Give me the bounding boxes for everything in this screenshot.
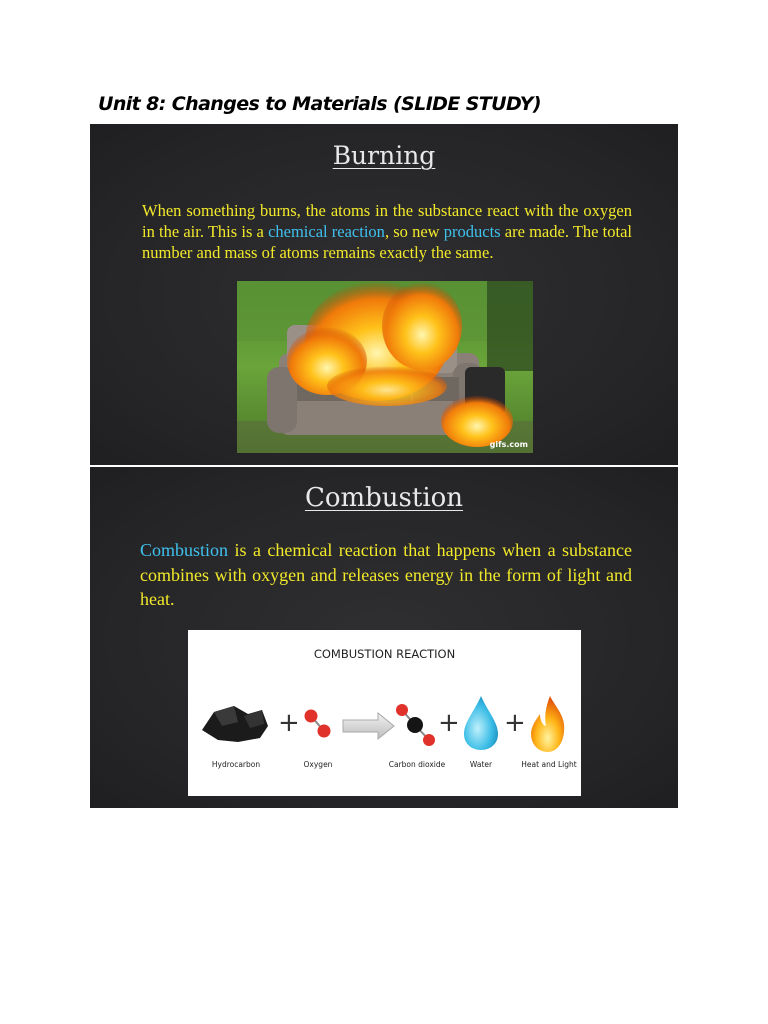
combustion-reaction-diagram	[188, 630, 581, 796]
label-carbon-dioxide: Carbon dioxide	[388, 760, 446, 769]
plus-icon: +	[278, 708, 300, 738]
products-term: products	[443, 222, 501, 241]
page-title: Unit 8: Changes to Materials (SLIDE STUDY)	[98, 93, 541, 115]
slide-title-burning: Burning	[332, 141, 436, 170]
combustion-term: Combustion	[140, 540, 229, 560]
burning-description: When something burns, the atoms in the substance react with the oxygen in the air. This is a chemical reaction, so new products are made. The total number and mass of atoms remains exactly the same.	[142, 201, 632, 262]
diagram-title: COMBUSTION REACTION	[313, 647, 456, 661]
slide-burning	[90, 124, 678, 465]
combustion-description: Combustion is a chemical reaction that happens when a substance combines with oxygen and releases energy in the form of light and heat.	[140, 540, 632, 609]
reaction-arrow-icon	[343, 713, 394, 739]
slide-combustion	[90, 467, 678, 808]
plus-icon: +	[438, 708, 460, 738]
burning-couch-photo	[237, 281, 533, 453]
slide-title-combustion: Combustion	[304, 483, 464, 513]
label-water: Water	[469, 760, 493, 769]
chemical-reaction-term: chemical reaction	[268, 222, 385, 241]
flame-icon	[531, 696, 564, 752]
water-drop-icon	[464, 696, 498, 750]
plus-icon: +	[504, 708, 526, 738]
hydrocarbon-icon	[202, 706, 268, 742]
label-oxygen: Oxygen	[303, 760, 333, 769]
label-heat-and-light: Heat and Light	[521, 760, 577, 769]
carbon-dioxide-molecule-icon	[396, 704, 435, 746]
oxygen-molecule-icon	[305, 710, 331, 738]
photo-caption: gifs.com	[489, 440, 528, 449]
label-hydrocarbon: Hydrocarbon	[211, 760, 261, 769]
